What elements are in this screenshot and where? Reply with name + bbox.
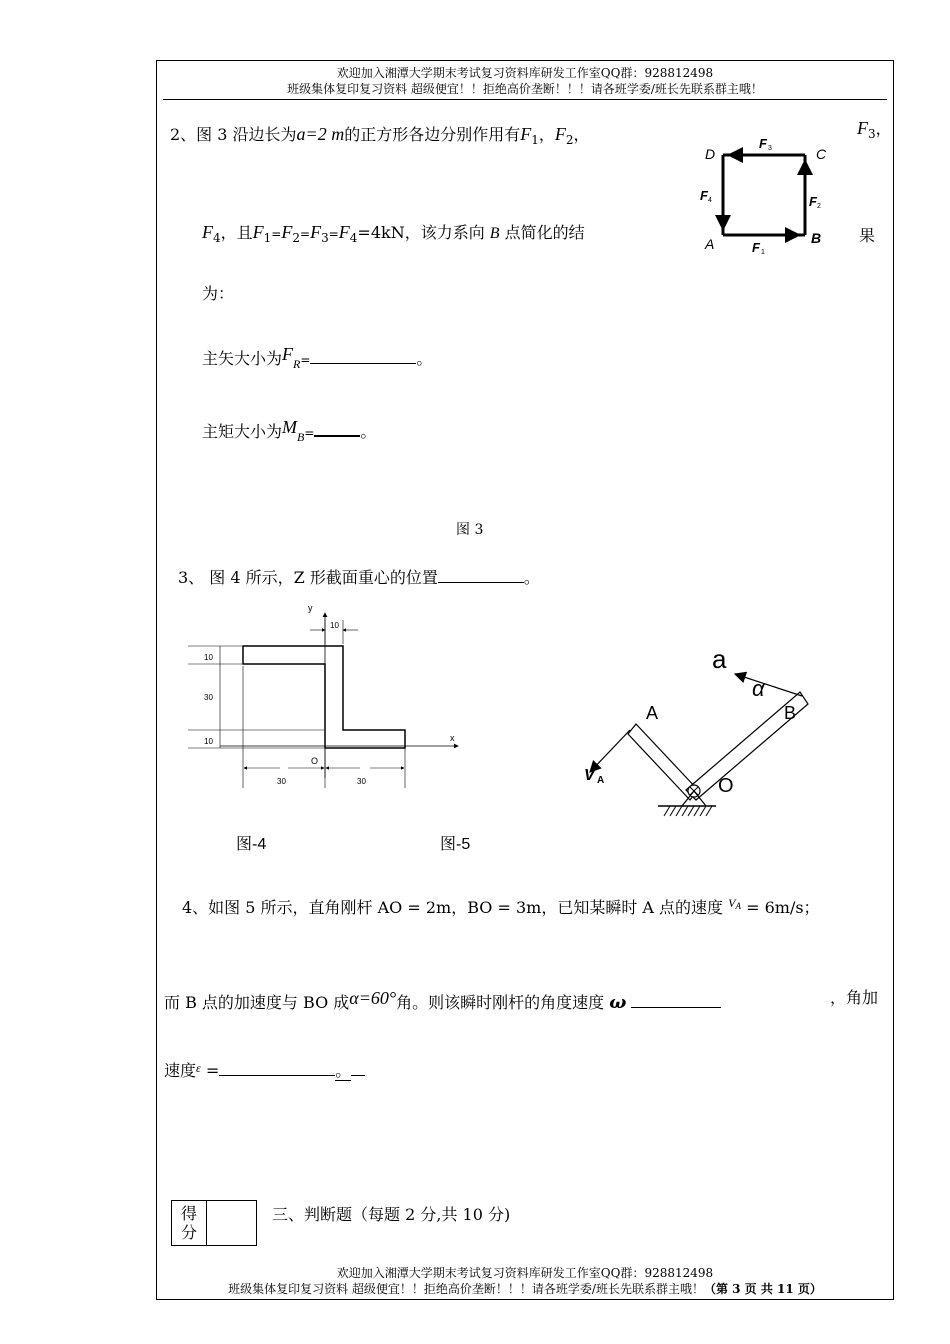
figure-4-z-section (180, 598, 470, 798)
svg-text:1: 1 (761, 249, 765, 256)
label-c: C (816, 146, 827, 162)
label-point-o: O (718, 775, 734, 797)
caption-fig4: 图-4 (236, 836, 267, 853)
q2-main-vector: 主矢大小为$F_R=$ 。 (202, 344, 433, 372)
acceleration-arrow (735, 674, 802, 696)
svg-text:2: 2 (817, 203, 821, 210)
label-b: B (811, 230, 822, 246)
q2-intro2: 的正方形各边分别作用有 (344, 125, 521, 144)
q2-a-expr: a=2 m (296, 124, 345, 144)
label-d: D (705, 146, 716, 162)
q2-f1: F (520, 124, 532, 144)
dim-right: 30 (357, 777, 366, 786)
velocity-va-arrow (590, 730, 630, 772)
svg-text:A: A (597, 775, 605, 786)
q4-line1: 4、如图 5 所示，直角刚杆 AO = 2m，BO = 3m，已知某瞬时 A 点的速度 $^V_A$ = 6m/s； (182, 896, 820, 917)
q2-f2: F (554, 124, 566, 144)
footer-line-1: 欢迎加入湘潭大学期末考试复习资料库研发工作室QQ群：928812498 (336, 1266, 714, 1280)
x-axis-label: x (450, 733, 455, 743)
dim-top: 10 (330, 621, 339, 630)
q4-epsilon-blank[interactable] (219, 1059, 335, 1076)
q2-main-moment: 主矩大小为$M_B=$ 。 (202, 417, 377, 445)
label-point-a: A (646, 703, 659, 723)
header-rule (163, 99, 887, 100)
dim-c: 10 (204, 737, 213, 746)
label-a: A (705, 236, 715, 252)
section3-title: 三、判断题（每题 2 分,共 10 分) (272, 1205, 511, 1224)
label-accel-a: a (712, 644, 727, 674)
z-shape (243, 646, 405, 748)
footer-line-2: 班级集体复印复习资料 超级便宜！！拒绝高价垄断！！！请各班学委/班长先联系群主哦！（第 3 页 共 11 页） (228, 1282, 822, 1296)
q2-f3-right: $F_3$， (857, 118, 892, 142)
ground-hatch (664, 806, 712, 816)
q3-text: 3、 图 4 所示，Z 形截面重心的位置 。 (178, 568, 540, 587)
label-point-b: B (784, 703, 797, 723)
q2-wei: 为： (202, 284, 235, 303)
q4-line2: 而 B 点的加速度与 BO 成α=60°角。则该瞬时刚杆的角度速度 ω (164, 988, 721, 1013)
score-label: 得分 (180, 1204, 197, 1242)
y-axis-label: y (308, 603, 313, 613)
dim-a: 10 (204, 653, 213, 662)
page-info: （第 3 页 共 11 页） (703, 1282, 822, 1296)
figure-3-square (695, 130, 835, 260)
figure-5-rod (570, 640, 830, 830)
header-line-2: 班级集体复印复习资料 超级便宜！！拒绝高价垄断！！！请各班学委/班长先联系群主哦！ (287, 82, 763, 96)
q2-line1: 2、图 3 沿边长为a=2 m的正方形各边分别作用有$F_1$，$F_2$， (170, 124, 590, 148)
q2-intro: 2、图 3 沿边长为 (170, 125, 297, 144)
q2-figure-caption: 图 3 (456, 522, 484, 538)
origin-label: O (311, 756, 319, 766)
svg-text:3: 3 (768, 145, 772, 152)
label-f4: F (700, 188, 708, 203)
q4-line2-end: ，角加 (830, 988, 879, 1007)
dim-b: 30 (204, 693, 213, 702)
q2-f1-sub: 1 (531, 133, 539, 148)
q2-main-moment-blank[interactable] (314, 419, 360, 437)
q2-line2: $F_4$，且$F_1=F_2=F_3=F_4=4kN$，该力系向 B 点简化的结 (202, 222, 585, 246)
q2-f2-sub: 2 (565, 133, 574, 148)
label-f1: F (752, 240, 760, 255)
q4-line3: 速度$^\varepsilon$ = 。 (164, 1058, 365, 1081)
label-f2: F (809, 194, 817, 209)
q3-blank[interactable] (438, 566, 524, 583)
label-alpha: α (752, 676, 765, 701)
q2-result-end: 果 (859, 226, 876, 245)
q4-omega-blank[interactable] (631, 991, 721, 1008)
omega-symbol: ω (609, 992, 627, 1013)
dim-left: 30 (277, 777, 286, 786)
label-f3: F (759, 136, 767, 151)
label-va: V (584, 767, 595, 784)
q2-main-vector-blank[interactable] (310, 347, 416, 364)
score-box (171, 1200, 257, 1246)
svg-text:4: 4 (708, 197, 712, 204)
header-line-1: 欢迎加入湘潭大学期末考试复习资料库研发工作室QQ群：928812498 (336, 66, 714, 80)
caption-fig5: 图-5 (440, 836, 471, 853)
